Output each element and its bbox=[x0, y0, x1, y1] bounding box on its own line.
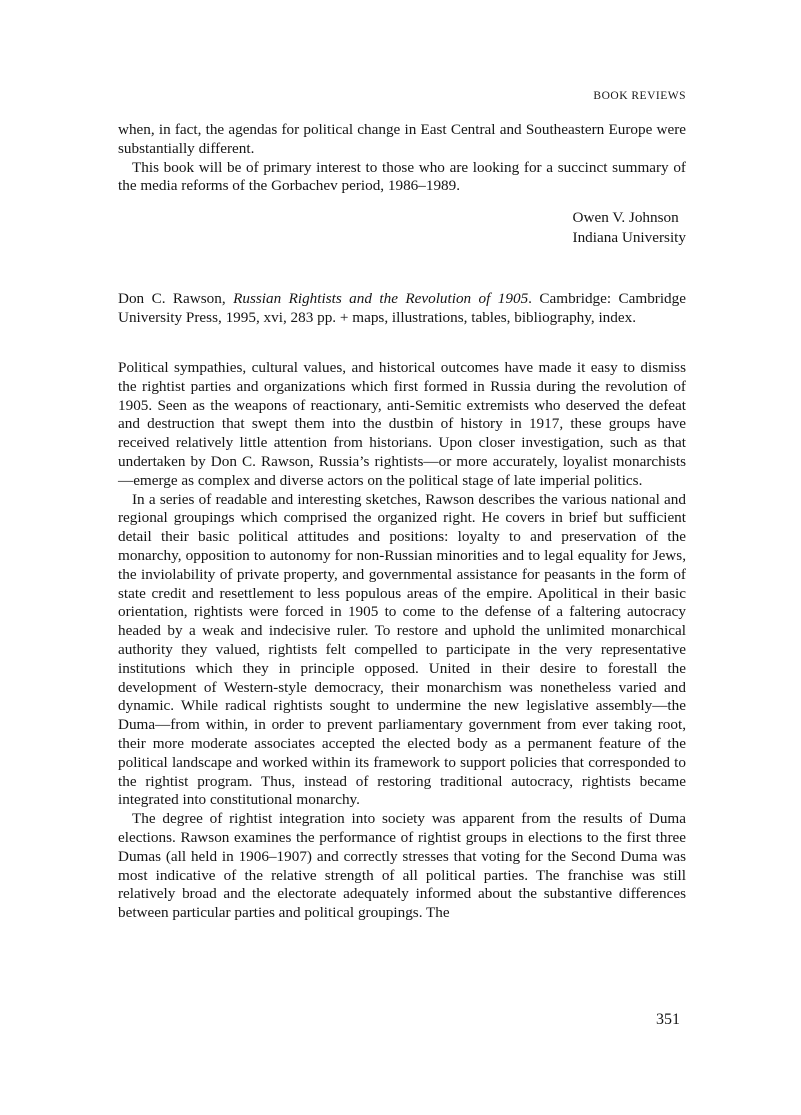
review-body bbox=[118, 359, 686, 923]
reviewer-signature bbox=[573, 208, 686, 247]
running-head: BOOK REVIEWS bbox=[593, 90, 686, 102]
reviewer-affiliation: Indiana University bbox=[572, 228, 686, 246]
paragraph: In a series of readable and interesting sketches, Rawson describes the various national and regional groupings which comprised the organized right. He covers in brief but sufficient detail their basic political attitudes and positions: loyalty to and preservation of the monarchy, opposition to autonomy for non-Russian minorities and to legal equality for Jews, the inviolability of private property, and governmental assistance for peasants in the form of state credit and resettlement to less populous areas of the empire. Apolitical in their basic orientation, rightists were forced in 1905 to come to the defense of a faltering autocracy headed by a weak and indecisive ruler. To restore and uphold the unlimited monarchical authority they valued, rightists felt compelled to participate in the very representative institutions which they in principle opposed. United in their desire to forestall the development of Western-style democracy, their monarchism was nonetheless varied and dynamic. While radical rightists sought to undermine the new legislative assembly—the Duma—from within, in order to prevent parliamentary government from ever taking root, their more moderate associates accepted the elected body as a permanent feature of the political landscape and worked within its framework to support policies that corresponded to the rightist program. Thus, instead of restoring traditional autocracy, rightists became integrated into constitutional monarchy. bbox=[118, 490, 686, 809]
paragraph: when, in fact, the agendas for political change in East Central and Southeastern Europe were substantially different. bbox=[118, 121, 686, 157]
citation-details: . Cambridge: Cambridge University Press, 1995, xvi, 283 pp. + maps, illustrations, tables, bibliography, index. bbox=[118, 290, 686, 326]
document-page bbox=[118, 0, 686, 1115]
book-citation bbox=[118, 290, 686, 328]
reviewer-name: Owen V. Johnson bbox=[572, 209, 679, 226]
paragraph: Political sympathies, cultural values, and historical outcomes have made it easy to dismiss the rightist parties and organizations which first formed in Russia during the revolution of 1905. Seen as the weapons of reactionary, anti-Semitic extremists who deserved the defeat and destruction that swept them into the dustbin of history in 1917, these groups have received relatively little attention from historians. Upon closer investigation, such as that undertaken by Don C. Rawson, Russia’s rightists—or more accurately, loyalist monarchists—emerge as complex and diverse actors on the political stage of late imperial politics. bbox=[118, 359, 686, 489]
citation-author: Don C. Rawson, bbox=[118, 290, 234, 307]
page-number: 351 bbox=[656, 1011, 680, 1028]
paragraph: The degree of rightist integration into society was apparent from the results of Duma elections. Rawson examines the performance of rightist groups in elections to the first three Dumas (all held in 1906–1907) and correctly stresses that voting for the Second Duma was most indicative of the relative strength of all political parties. The franchise was still relatively broad and the electorate adequately informed about the substantive differences between particular parties and political groupings. The bbox=[118, 810, 686, 922]
previous-review-text bbox=[118, 121, 686, 196]
paragraph: This book will be of primary interest to those who are looking for a succinct summary of the media reforms of the Gorbachev period, 1986–1989. bbox=[118, 158, 686, 195]
citation-title: Russian Rightists and the Revolution of 1905 bbox=[233, 290, 529, 307]
